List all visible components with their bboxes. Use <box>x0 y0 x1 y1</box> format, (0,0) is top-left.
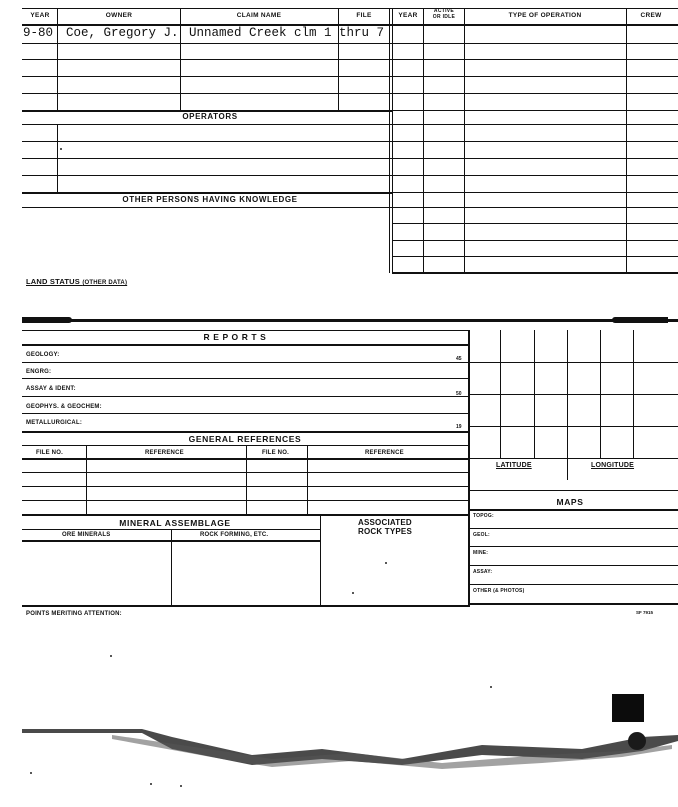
entry-owner: Coe, Gregory J. <box>66 26 179 40</box>
maps-title: MAPS <box>556 497 584 507</box>
geophys-label: GEOPHYS. & GEOCHEM: <box>26 404 102 410</box>
entry-claim-name: Unnamed Creek clm 1 thru 7 <box>189 26 385 40</box>
ore-minerals-label: ORE MINERALS <box>62 532 111 538</box>
reports-title: R E P O R T S <box>203 332 267 342</box>
scan-smudge <box>22 715 678 775</box>
header-crew: CREW <box>640 12 662 19</box>
ref-file-no-1: FILE NO. <box>36 450 63 456</box>
ref-reference-2: REFERENCE <box>365 450 404 456</box>
associated-rock-types-2: ROCK TYPES <box>358 527 413 536</box>
general-references-title: GENERAL REFERENCES <box>188 434 302 444</box>
maps-topog: TOPOG: <box>473 513 494 519</box>
land-status-label <box>26 277 127 286</box>
points-meriting-attention: POINTS MERITING ATTENTION: <box>26 611 122 617</box>
geology-number: 45 <box>456 356 462 362</box>
metallurgical-number: 19 <box>456 424 462 430</box>
maps-geol: GEOL: <box>473 532 490 538</box>
assay-label: ASSAY & IDENT: <box>26 386 76 392</box>
header-type-of-operation: TYPE OF OPERATION <box>508 12 582 19</box>
maps-assay: ASSAY: <box>473 569 493 575</box>
operators-title: OPERATORS <box>182 112 238 121</box>
other-persons-title: OTHER PERSONS HAVING KNOWLEDGE <box>122 195 298 204</box>
metallurgical-label: METALLURGICAL: <box>26 420 83 426</box>
ref-file-no-2: FILE NO. <box>262 450 289 456</box>
header-active-or-idle <box>424 9 464 20</box>
land-status-subtext: (OTHER DATA) <box>82 280 128 286</box>
engrg-label: ENGRG: <box>26 369 52 375</box>
mineral-assemblage-title: MINERAL ASSEMBLAGE <box>119 518 231 528</box>
entry-year: 9-80 <box>23 26 54 40</box>
land-status-text: LAND STATUS <box>26 277 81 286</box>
longitude-label: LONGITUDE <box>591 462 635 469</box>
header-file: FILE <box>356 12 372 19</box>
maps-other: OTHER (& PHOTOS) <box>473 588 525 594</box>
header-year-right: YEAR <box>398 12 418 19</box>
reports-top-bar <box>22 319 678 322</box>
header-claim-name: CLAIM NAME <box>236 12 282 19</box>
latitude-label: LATITUDE <box>496 462 532 469</box>
assay-number: 50 <box>456 391 462 397</box>
maps-mine: MINE: <box>473 550 489 556</box>
rock-forming-label: ROCK FORMING, ETC. <box>200 532 269 538</box>
header-owner: OWNER <box>105 12 133 19</box>
form-number: SF 7915 <box>636 610 654 615</box>
header-active-label: ACTIVE <box>433 8 455 14</box>
associated-rock-types-1: ASSOCIATED <box>358 518 412 527</box>
header-year: YEAR <box>30 12 50 19</box>
geology-label: GEOLOGY: <box>26 352 60 358</box>
ref-reference-1: REFERENCE <box>145 450 184 456</box>
header-or-idle-label: OR IDLE <box>432 13 456 20</box>
